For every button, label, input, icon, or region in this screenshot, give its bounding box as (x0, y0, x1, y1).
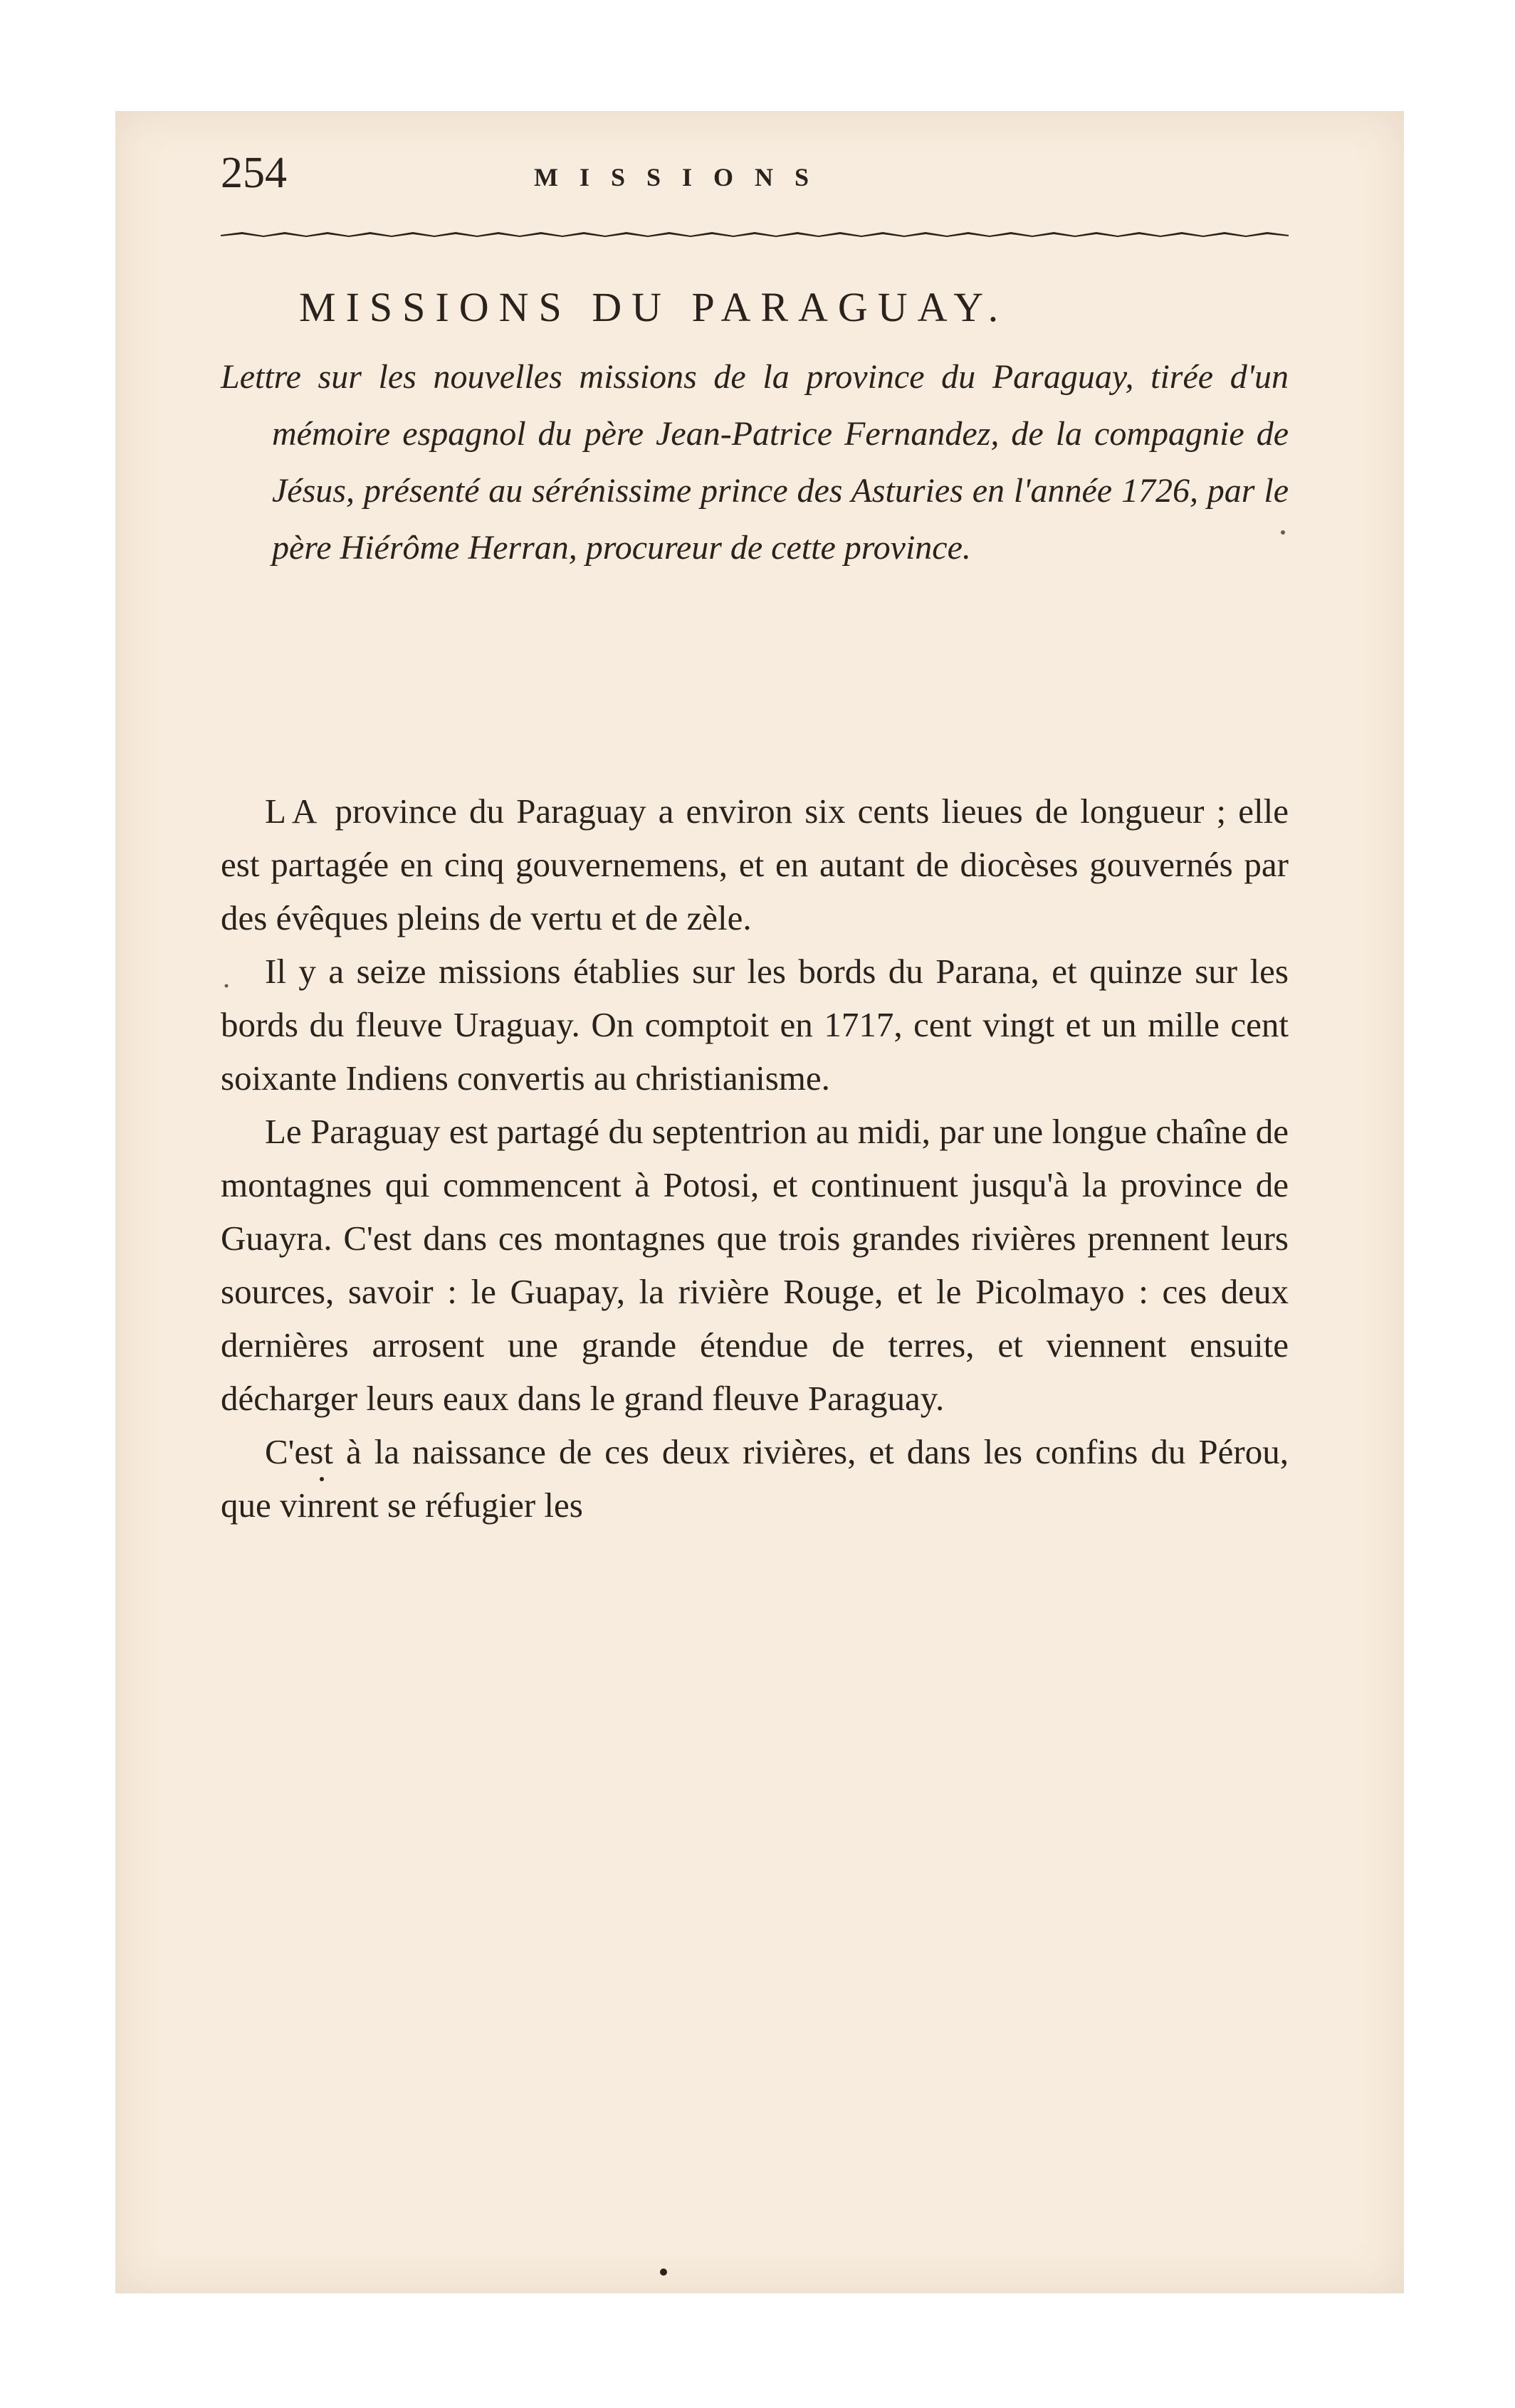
paragraph-2: Il y a seize missions établies sur les bords du Parana, et quinze sur les bords du fleuve Uraguay. On comptoit en 1717, cent vingt et un mille cent soixante Indiens convertis au christianisme. (221, 952, 1289, 1098)
subtitle-text: Lettre sur les nouvelles missions de la province du Paraguay, tirée d'un mémoire espagnol du père Jean-Patrice Fernandez, de la compagnie de Jésus, présenté au sérénissime prince des Asturies en l'année 1726, par le père Hiérôme Herran, procureur de cette province. (221, 358, 1289, 567)
article-title: MISSIONS DU PARAGUAY. (299, 284, 1009, 330)
article-subtitle (221, 349, 1289, 577)
paragraph-1 (221, 784, 1289, 945)
page-number: 254 (221, 149, 287, 197)
paragraph-4: C'est à la naissance de ces deux rivières, et dans les confins du Pérou, que vinrent se réfugier les (221, 1432, 1289, 1525)
body-text (221, 784, 1289, 1532)
paragraph-3: Le Paraguay est partagé du septentrion au midi, par une longue chaîne de montagnes qui commencent à Potosi, et continuent jusqu'à la province de Guayra. C'est dans ces montagnes que trois grandes rivières prennent leurs sources, savoir : le Guapay, la rivière Rouge, et le Picolmayo : ces deux dernières arrosent une grande étendue de terres, et viennent ensuite décharger leurs eaux dans le grand fleuve Paraguay. (221, 1112, 1289, 1418)
paragraph-1-text: province du Paraguay a environ six cents lieues de longueur ; elle est partagée en cinq gouvernemens, et en autant de diocèses gouvernés par des évêques pleins de vertu et de zèle. (221, 792, 1289, 937)
running-title: MISSIONS (534, 163, 831, 191)
ornamental-rule (221, 229, 1289, 239)
drop-capital: LA (265, 792, 323, 831)
page-header (221, 148, 1296, 212)
